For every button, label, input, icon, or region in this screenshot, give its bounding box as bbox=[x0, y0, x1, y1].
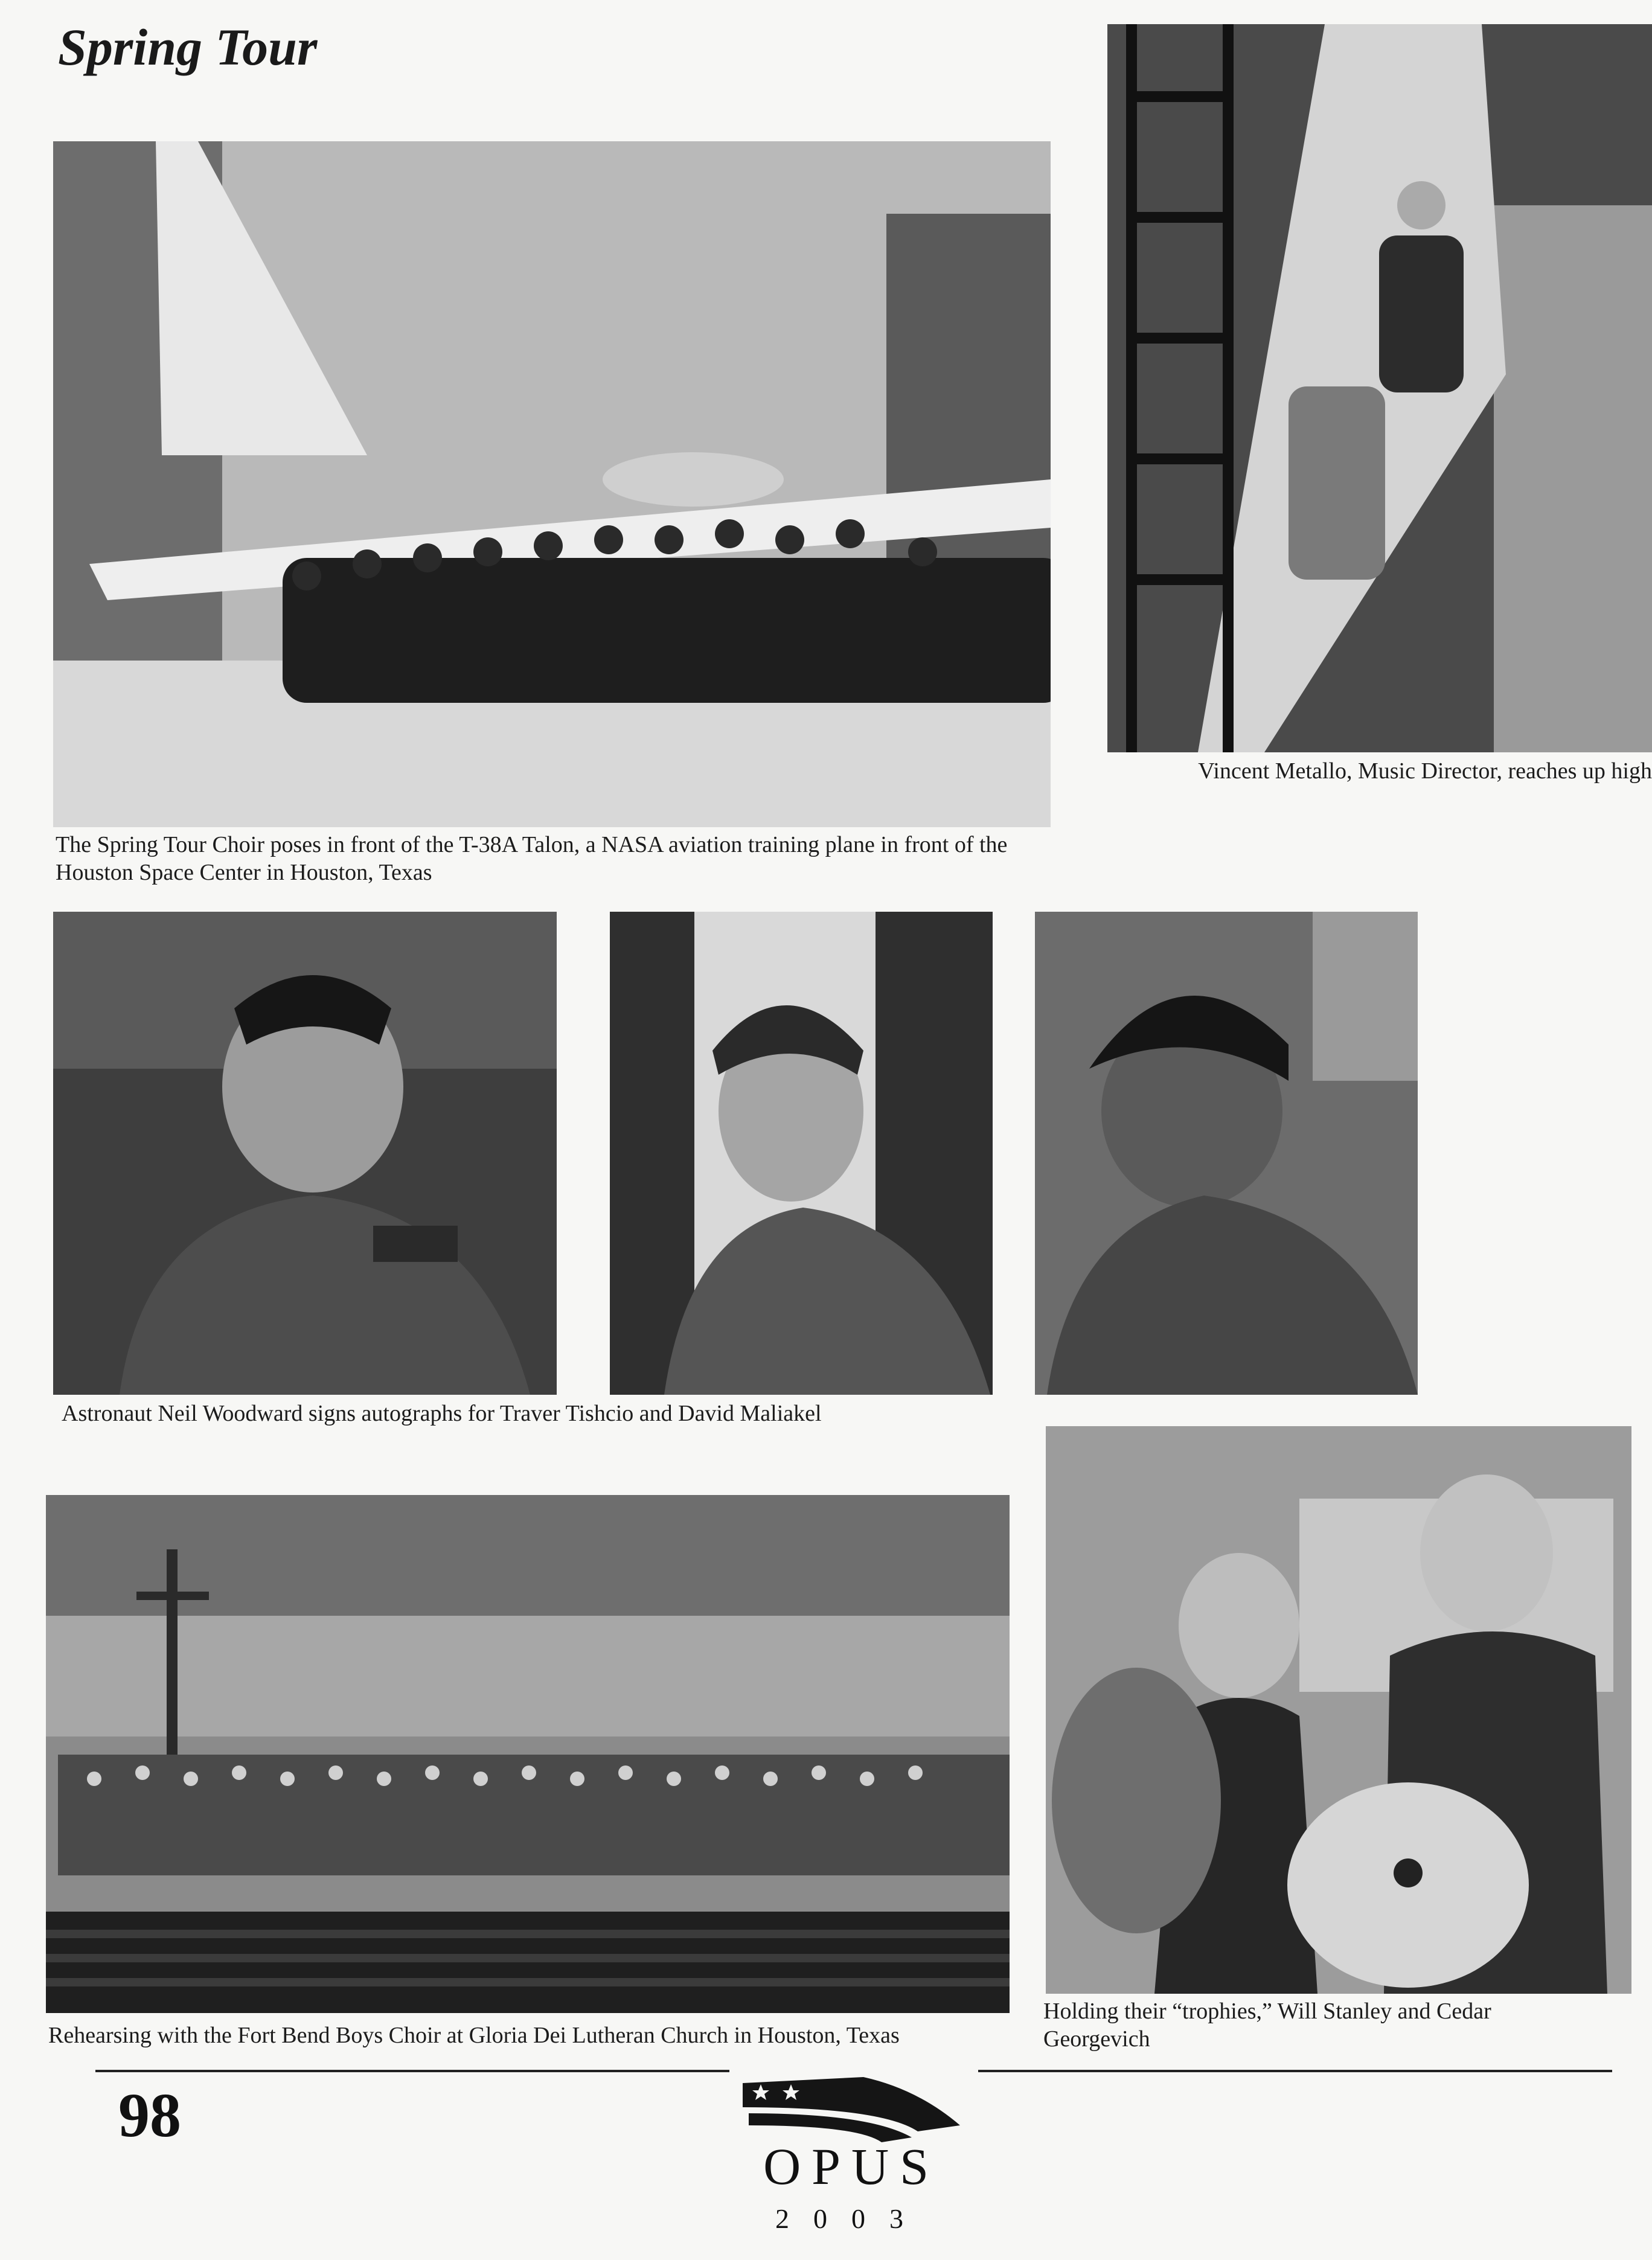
caption-stuffed-animal-trophies: Holding their “trophies,” Will Stanley and Cedar Georgevich bbox=[1043, 1999, 1491, 2052]
page-title: Spring Tour bbox=[58, 18, 318, 76]
footer-rule-right bbox=[978, 2070, 1612, 2072]
photo-astronaut bbox=[53, 912, 557, 1395]
caption-climbing-wall: Vincent Metallo, Music Director, reaches up high bbox=[1198, 758, 1652, 784]
photo-rehearsal-church bbox=[46, 1495, 1010, 2013]
logo-word: OPUS bbox=[763, 2137, 940, 2195]
opus-logo bbox=[737, 2071, 966, 2246]
footer-rule-left bbox=[95, 2070, 729, 2072]
photo-boy-sweatshirt bbox=[610, 912, 993, 1395]
photo-choir-jet bbox=[53, 141, 1051, 827]
logo-year: 2003 bbox=[775, 2203, 927, 2234]
photo-climbing-wall bbox=[1107, 24, 1652, 752]
flag-banner-icon bbox=[737, 2071, 966, 2143]
caption-astronaut: Astronaut Neil Woodward signs autographs for Traver Tishcio and David Maliakel bbox=[62, 1401, 822, 1426]
photo-stuffed-animal-trophies bbox=[1046, 1426, 1631, 1994]
caption-choir-jet: The Spring Tour Choir poses in front of the T-38A Talon, a NASA aviation training plane in front of the Houston Space Center in Houston, Texas bbox=[56, 832, 1008, 885]
photo-boy-looking-down bbox=[1035, 912, 1418, 1395]
page-number: 98 bbox=[118, 2081, 181, 2150]
caption-rehearsal-church: Rehearsing with the Fort Bend Boys Choir at Gloria Dei Lutheran Church in Houston, Texas bbox=[48, 2023, 900, 2048]
